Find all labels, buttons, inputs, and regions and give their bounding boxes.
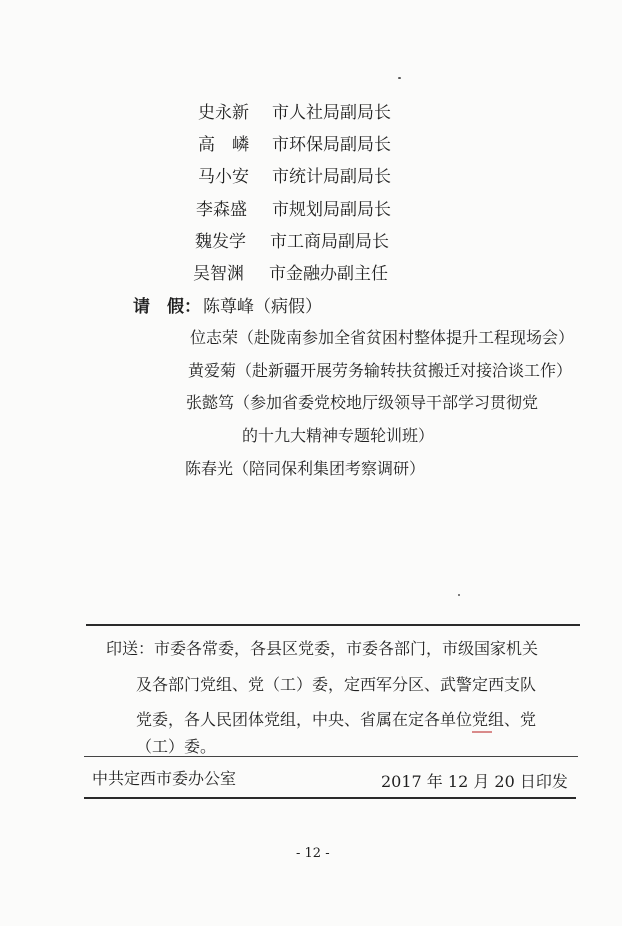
attendee-title: 市人社局副局长 [272, 103, 391, 123]
leave-label: 请 假： [133, 297, 201, 317]
leave-entry: 陈春光（陪同保利集团考察调研） [185, 459, 426, 478]
attendee-title: 市金融办副主任 [269, 264, 388, 284]
scan-speck [398, 77, 401, 79]
attendee-name: 马小安 [198, 167, 249, 187]
leave-entry-continuation: 的十九大精神专题轮训班） [242, 426, 435, 445]
issuer: 中共定西市委办公室 [92, 769, 237, 788]
distribution-line: 及各部门党组、党（工）委，定西军分区、武警定西支队 [136, 675, 537, 694]
attendee-name: 吴智渊 [193, 264, 244, 284]
bottom-rule [84, 797, 576, 799]
top-rule [86, 624, 580, 626]
attendee-title: 市统计局副局长 [272, 167, 391, 187]
attendee-name: 史永新 [198, 103, 249, 123]
page-number: - 12 - [296, 846, 330, 861]
leave-entry: 陈尊峰（病假） [203, 297, 322, 317]
distribution-line: 党委，各人民团体党组，中央、省属在定各单位党组、党 [136, 710, 537, 729]
leave-entry: 张懿笃（参加省委党校地厅级领导干部学习贯彻党 [186, 393, 539, 412]
issue-date: 2017 年 12 月 20 日印发 [381, 772, 568, 791]
attendee-name: 李森盛 [196, 200, 247, 220]
attendee-name: 魏发学 [195, 232, 246, 252]
attendee-title: 市工商局副局长 [270, 232, 389, 252]
distribution-line: （工）委。 [136, 737, 217, 756]
attendee-name: 高 嶙 [198, 135, 249, 155]
attendee-title: 市环保局副局长 [272, 135, 391, 155]
attendee-title: 市规划局副局长 [272, 200, 391, 220]
leave-entry: 位志荣（赴陇南参加全省贫困村整体提升工程现场会） [190, 328, 575, 347]
middle-rule [84, 756, 578, 757]
leave-entry: 黄爱菊（赴新疆开展劳务输转扶贫搬迁对接洽谈工作） [188, 361, 573, 380]
scan-speck [458, 594, 460, 596]
pen-mark [472, 731, 492, 733]
distribution-line: 印送：市委各常委，各县区党委，市委各部门，市级国家机关 [106, 639, 539, 658]
